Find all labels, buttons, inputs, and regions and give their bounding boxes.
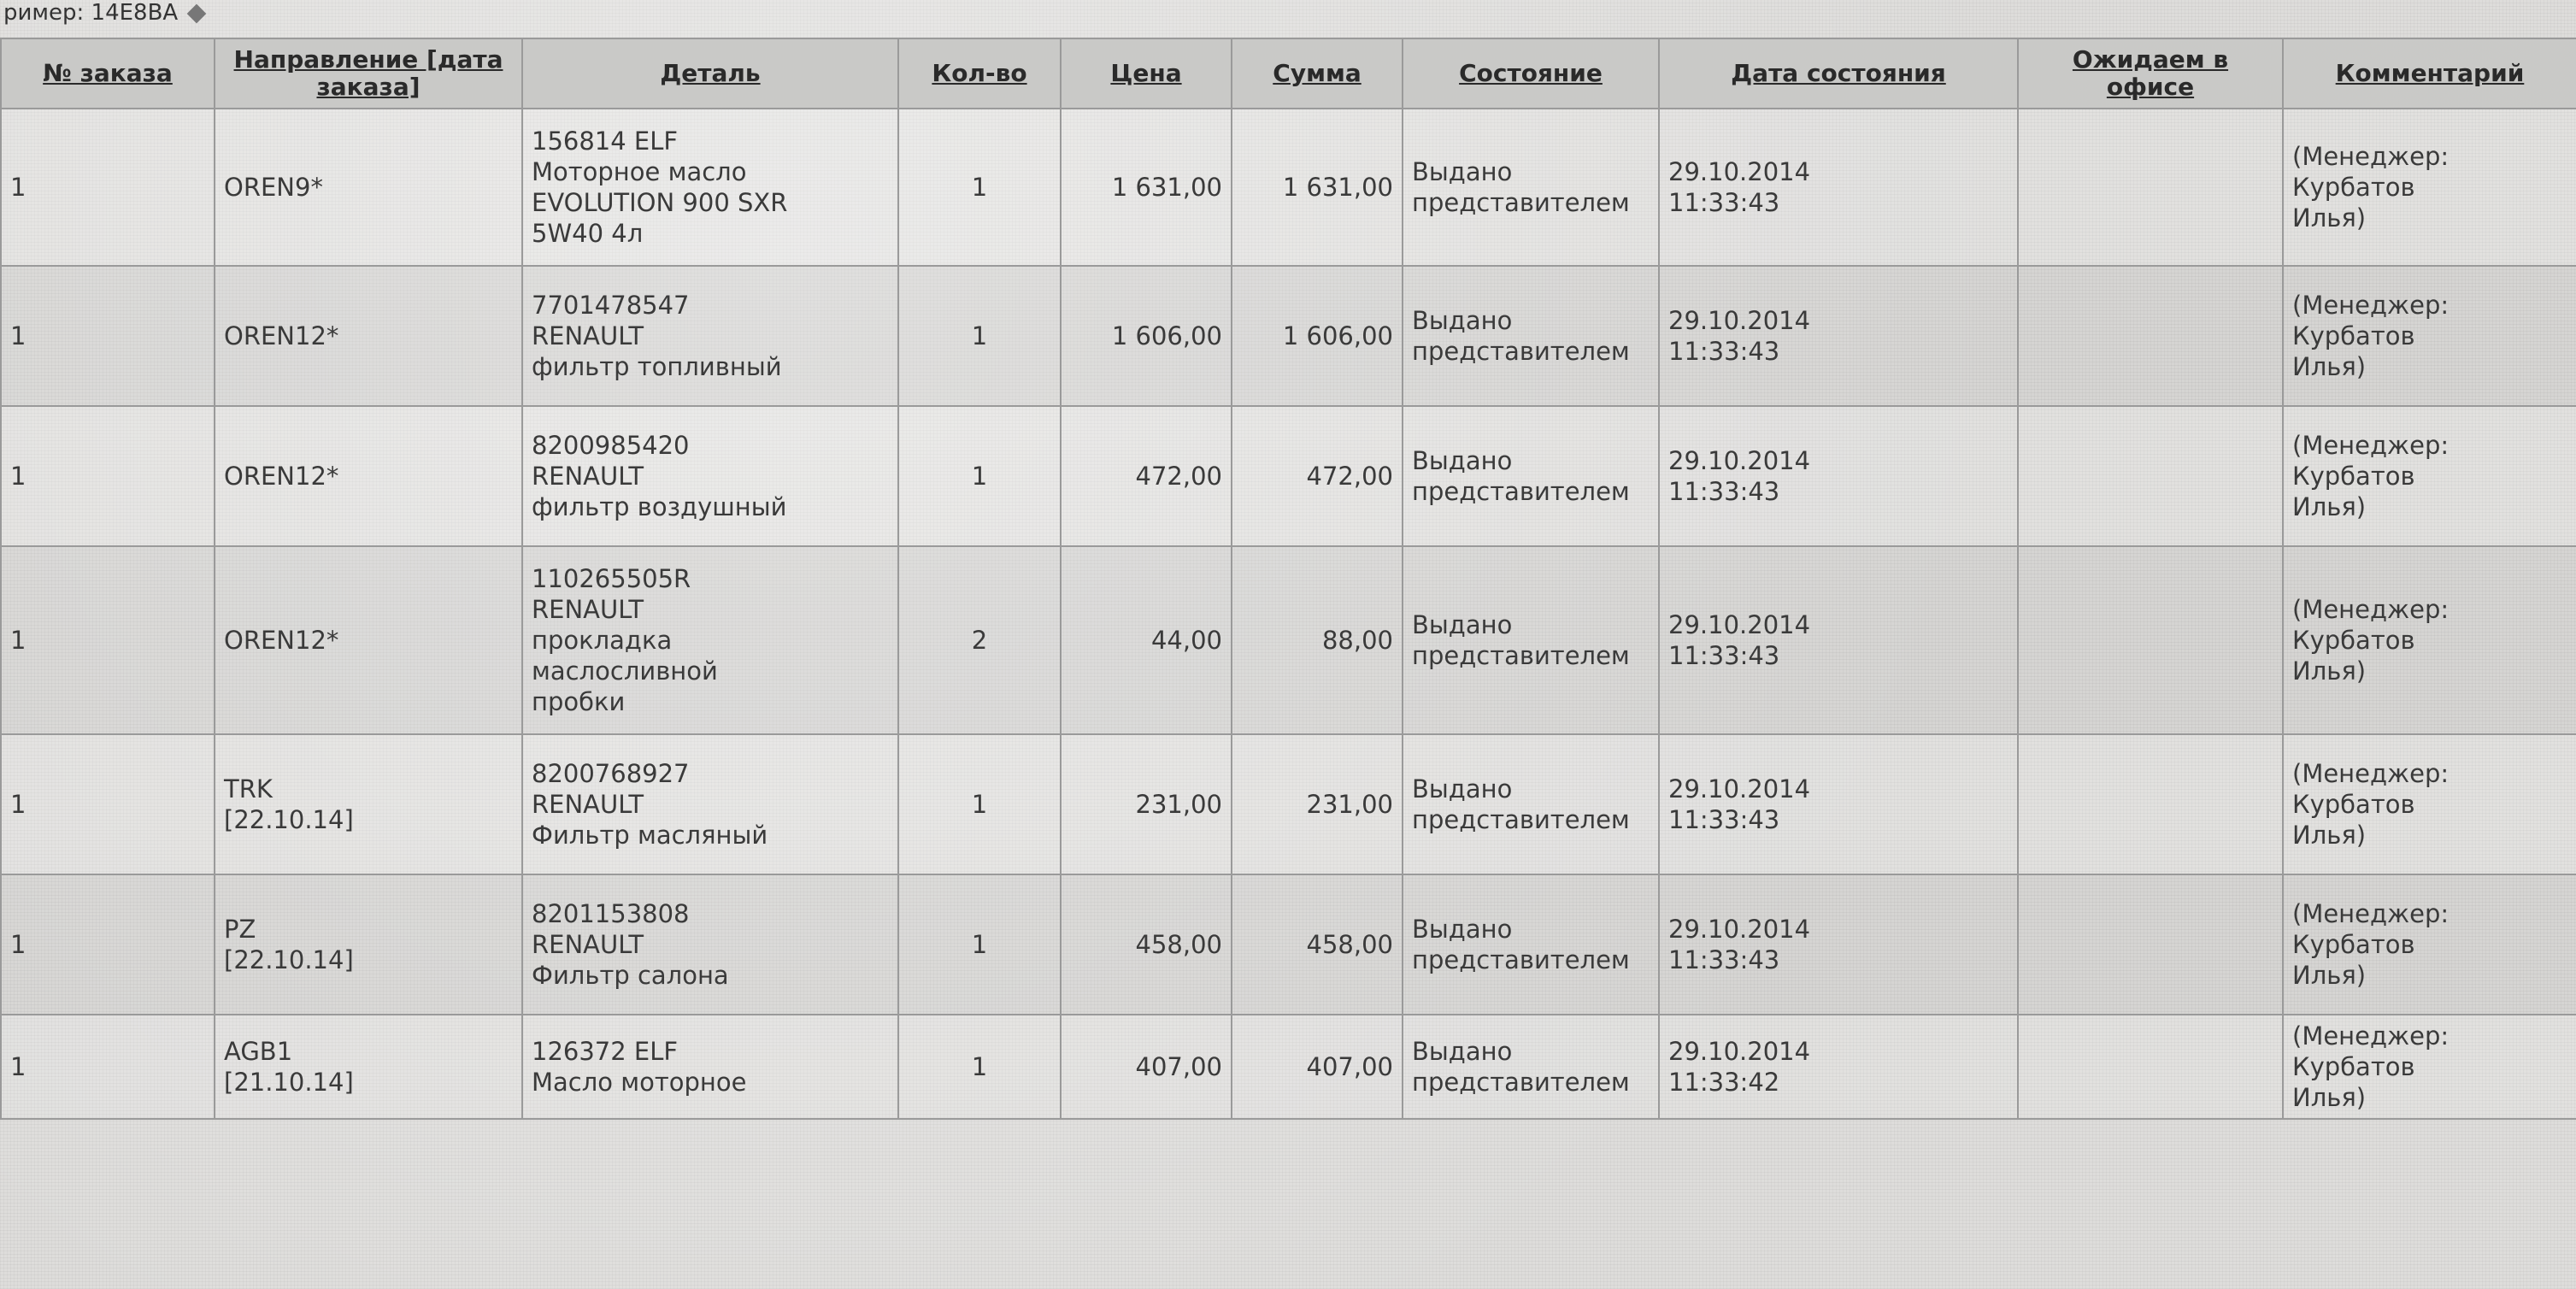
sum-cell xyxy=(1232,406,1403,546)
part-line: Масло моторное xyxy=(532,1068,747,1097)
direction-code: TRK xyxy=(224,774,273,803)
status-line: представителем xyxy=(1412,188,1630,217)
comment-line: (Менеджер: xyxy=(2292,291,2450,320)
table-row xyxy=(1,546,2576,734)
header-row xyxy=(1,38,2576,109)
sum-value: 1 631,00 xyxy=(1282,173,1393,202)
direction-code: AGB1 xyxy=(224,1037,293,1066)
sum-value: 88,00 xyxy=(1321,626,1393,655)
part-line: Фильтр масляный xyxy=(532,821,768,850)
sum-cell xyxy=(1232,874,1403,1015)
status-date: 29.10.2014 xyxy=(1668,915,1811,944)
qty-cell xyxy=(898,406,1061,546)
status-date-cell xyxy=(1659,406,2018,546)
status-line: Выдано xyxy=(1412,306,1513,335)
table-row xyxy=(1,266,2576,406)
status-date-cell xyxy=(1659,874,2018,1015)
header-expected[interactable]: Ожидаем в офисе xyxy=(2018,38,2283,109)
comment-line: Илья) xyxy=(2292,656,2367,686)
comment-line: (Менеджер: xyxy=(2292,759,2450,788)
part-cell xyxy=(522,1015,898,1119)
status-cell xyxy=(1403,734,1659,874)
qty-cell xyxy=(898,1015,1061,1119)
status-date-cell xyxy=(1659,734,2018,874)
qty-cell xyxy=(898,109,1061,266)
status-line: представителем xyxy=(1412,477,1630,506)
comment-line: Курбатов xyxy=(2292,626,2415,655)
caption xyxy=(0,0,203,31)
part-cell xyxy=(522,734,898,874)
status-date-cell xyxy=(1659,1015,2018,1119)
direction-date: [22.10.14] xyxy=(224,945,354,974)
status-cell xyxy=(1403,266,1659,406)
direction-cell xyxy=(215,266,522,406)
part-line: маслосливной xyxy=(532,656,718,686)
qty-value: 1 xyxy=(971,462,988,491)
orders-table xyxy=(0,38,2576,1120)
status-time: 11:33:42 xyxy=(1668,1068,1780,1097)
order-number-cell xyxy=(1,109,215,266)
status-date: 29.10.2014 xyxy=(1668,306,1811,335)
part-line: 5W40 4л xyxy=(532,219,644,248)
comment-line: Курбатов xyxy=(2292,930,2415,959)
direction-cell xyxy=(215,406,522,546)
direction-code: OREN9* xyxy=(224,173,323,202)
direction-cell xyxy=(215,109,522,266)
expected-cell xyxy=(2018,266,2283,406)
status-line: Выдано xyxy=(1412,774,1513,803)
status-line: Выдано xyxy=(1412,610,1513,639)
status-date-cell xyxy=(1659,546,2018,734)
status-time: 11:33:43 xyxy=(1668,477,1780,506)
price-value: 1 631,00 xyxy=(1111,173,1222,202)
part-line: 8200985420 xyxy=(532,431,690,460)
order-number: 1 xyxy=(10,321,26,350)
part-cell xyxy=(522,109,898,266)
part-line: RENAULT xyxy=(532,462,644,491)
part-line: 8201153808 xyxy=(532,899,690,928)
header-sum[interactable]: Сумма xyxy=(1232,38,1403,109)
order-number-cell xyxy=(1,266,215,406)
status-date: 29.10.2014 xyxy=(1668,446,1811,475)
expected-cell xyxy=(2018,109,2283,266)
status-line: представителем xyxy=(1412,337,1630,366)
direction-cell xyxy=(215,874,522,1015)
part-line: Фильтр салона xyxy=(532,961,729,990)
comment-cell xyxy=(2283,874,2576,1015)
price-cell xyxy=(1061,266,1232,406)
expected-cell xyxy=(2018,734,2283,874)
comment-line: Илья) xyxy=(2292,821,2367,850)
comment-line: Курбатов xyxy=(2292,1052,2415,1081)
part-line: 126372 ELF xyxy=(532,1037,679,1066)
sum-value: 472,00 xyxy=(1306,462,1393,491)
comment-line: (Менеджер: xyxy=(2292,142,2450,171)
sum-value: 407,00 xyxy=(1306,1052,1393,1081)
comment-line: Илья) xyxy=(2292,203,2367,232)
part-line: RENAULT xyxy=(532,595,644,624)
status-line: представителем xyxy=(1412,1068,1630,1097)
qty-value: 1 xyxy=(971,1052,988,1081)
direction-code: OREN12* xyxy=(224,462,339,491)
status-time: 11:33:43 xyxy=(1668,188,1780,217)
price-cell xyxy=(1061,546,1232,734)
table-row xyxy=(1,734,2576,874)
part-line: фильтр воздушный xyxy=(532,492,787,521)
table-row xyxy=(1,406,2576,546)
comment-cell xyxy=(2283,266,2576,406)
price-value: 1 606,00 xyxy=(1111,321,1222,350)
comment-line: (Менеджер: xyxy=(2292,595,2450,624)
part-line: прокладка xyxy=(532,626,673,655)
status-cell xyxy=(1403,546,1659,734)
part-line: RENAULT xyxy=(532,790,644,819)
sum-value: 1 606,00 xyxy=(1282,321,1393,350)
status-line: Выдано xyxy=(1412,1037,1513,1066)
status-time: 11:33:43 xyxy=(1668,337,1780,366)
comment-line: Илья) xyxy=(2292,1083,2367,1112)
part-line: пробки xyxy=(532,687,626,716)
diamond-icon xyxy=(187,3,207,23)
comment-line: Илья) xyxy=(2292,352,2367,381)
part-line: 8200768927 xyxy=(532,759,690,788)
direction-cell xyxy=(215,734,522,874)
status-line: представителем xyxy=(1412,641,1630,670)
caption-text: ример: 14E8BA xyxy=(3,0,179,26)
order-number: 1 xyxy=(10,1052,26,1081)
expected-cell xyxy=(2018,1015,2283,1119)
part-cell xyxy=(522,266,898,406)
expected-cell xyxy=(2018,874,2283,1015)
comment-line: Курбатов xyxy=(2292,321,2415,350)
direction-code: OREN12* xyxy=(224,626,339,655)
order-number: 1 xyxy=(10,173,26,202)
header-comment[interactable]: Комментарий xyxy=(2283,38,2576,109)
order-number-cell xyxy=(1,1015,215,1119)
part-cell xyxy=(522,546,898,734)
status-date: 29.10.2014 xyxy=(1668,610,1811,639)
header-direction[interactable]: Направление [дата заказа] xyxy=(215,38,522,109)
part-line: 7701478547 xyxy=(532,291,690,320)
part-cell xyxy=(522,406,898,546)
comment-line: Курбатов xyxy=(2292,790,2415,819)
status-line: Выдано xyxy=(1412,157,1513,186)
status-cell xyxy=(1403,109,1659,266)
status-line: представителем xyxy=(1412,805,1630,834)
price-value: 458,00 xyxy=(1135,930,1222,959)
part-line: фильтр топливный xyxy=(532,352,782,381)
part-line: Моторное масло xyxy=(532,157,747,186)
sum-cell xyxy=(1232,734,1403,874)
comment-cell xyxy=(2283,109,2576,266)
sum-cell xyxy=(1232,266,1403,406)
comment-line: Илья) xyxy=(2292,961,2367,990)
comment-line: (Менеджер: xyxy=(2292,1021,2450,1051)
comment-cell xyxy=(2283,406,2576,546)
part-line: RENAULT xyxy=(532,321,644,350)
part-line: RENAULT xyxy=(532,930,644,959)
status-date: 29.10.2014 xyxy=(1668,1037,1811,1066)
status-date-cell xyxy=(1659,266,2018,406)
direction-date: [21.10.14] xyxy=(224,1068,354,1097)
status-cell xyxy=(1403,406,1659,546)
header-price[interactable]: Цена xyxy=(1061,38,1232,109)
direction-cell xyxy=(215,546,522,734)
qty-cell xyxy=(898,734,1061,874)
table-body xyxy=(1,109,2576,1119)
price-cell xyxy=(1061,406,1232,546)
comment-line: (Менеджер: xyxy=(2292,431,2450,460)
comment-cell xyxy=(2283,1015,2576,1119)
price-value: 44,00 xyxy=(1150,626,1222,655)
comment-line: Курбатов xyxy=(2292,462,2415,491)
qty-value: 1 xyxy=(971,930,988,959)
status-date: 29.10.2014 xyxy=(1668,157,1811,186)
sum-cell xyxy=(1232,546,1403,734)
part-cell xyxy=(522,874,898,1015)
part-line: EVOLUTION 900 SXR xyxy=(532,188,788,217)
sum-cell xyxy=(1232,1015,1403,1119)
price-cell xyxy=(1061,109,1232,266)
status-cell xyxy=(1403,874,1659,1015)
price-value: 407,00 xyxy=(1135,1052,1222,1081)
order-number: 1 xyxy=(10,626,26,655)
status-line: Выдано xyxy=(1412,915,1513,944)
order-number-cell xyxy=(1,874,215,1015)
qty-cell xyxy=(898,874,1061,1015)
qty-value: 2 xyxy=(971,626,988,655)
price-value: 472,00 xyxy=(1135,462,1222,491)
direction-date: [22.10.14] xyxy=(224,805,354,834)
qty-cell xyxy=(898,266,1061,406)
sum-cell xyxy=(1232,109,1403,266)
header-part[interactable]: Деталь xyxy=(522,38,898,109)
price-cell xyxy=(1061,1015,1232,1119)
comment-line: Курбатов xyxy=(2292,173,2415,202)
price-cell xyxy=(1061,874,1232,1015)
price-value: 231,00 xyxy=(1135,790,1222,819)
expected-cell xyxy=(2018,546,2283,734)
direction-cell xyxy=(215,1015,522,1119)
header-order[interactable]: № заказа xyxy=(1,38,215,109)
order-number: 1 xyxy=(10,790,26,819)
table-row xyxy=(1,1015,2576,1119)
comment-line: Илья) xyxy=(2292,492,2367,521)
comment-cell xyxy=(2283,546,2576,734)
status-date: 29.10.2014 xyxy=(1668,774,1811,803)
qty-cell xyxy=(898,546,1061,734)
sum-value: 231,00 xyxy=(1306,790,1393,819)
order-number: 1 xyxy=(10,462,26,491)
table-row xyxy=(1,109,2576,266)
header-qty[interactable]: Кол-во xyxy=(898,38,1061,109)
status-time: 11:33:43 xyxy=(1668,805,1780,834)
qty-value: 1 xyxy=(971,173,988,202)
header-status-date[interactable]: Дата состояния xyxy=(1659,38,2018,109)
direction-code: PZ xyxy=(224,915,256,944)
status-time: 11:33:43 xyxy=(1668,641,1780,670)
status-line: Выдано xyxy=(1412,446,1513,475)
sum-value: 458,00 xyxy=(1306,930,1393,959)
expected-cell xyxy=(2018,406,2283,546)
order-number-cell xyxy=(1,406,215,546)
status-time: 11:33:43 xyxy=(1668,945,1780,974)
order-number-cell xyxy=(1,734,215,874)
order-number-cell xyxy=(1,546,215,734)
order-number: 1 xyxy=(10,930,26,959)
status-cell xyxy=(1403,1015,1659,1119)
direction-code: OREN12* xyxy=(224,321,339,350)
part-line: 110265505R xyxy=(532,564,691,593)
price-cell xyxy=(1061,734,1232,874)
qty-value: 1 xyxy=(971,321,988,350)
status-line: представителем xyxy=(1412,945,1630,974)
qty-value: 1 xyxy=(971,790,988,819)
part-line: 156814 ELF xyxy=(532,127,679,156)
comment-line: (Менеджер: xyxy=(2292,899,2450,928)
comment-cell xyxy=(2283,734,2576,874)
table-row xyxy=(1,874,2576,1015)
header-status[interactable]: Состояние xyxy=(1403,38,1659,109)
status-date-cell xyxy=(1659,109,2018,266)
